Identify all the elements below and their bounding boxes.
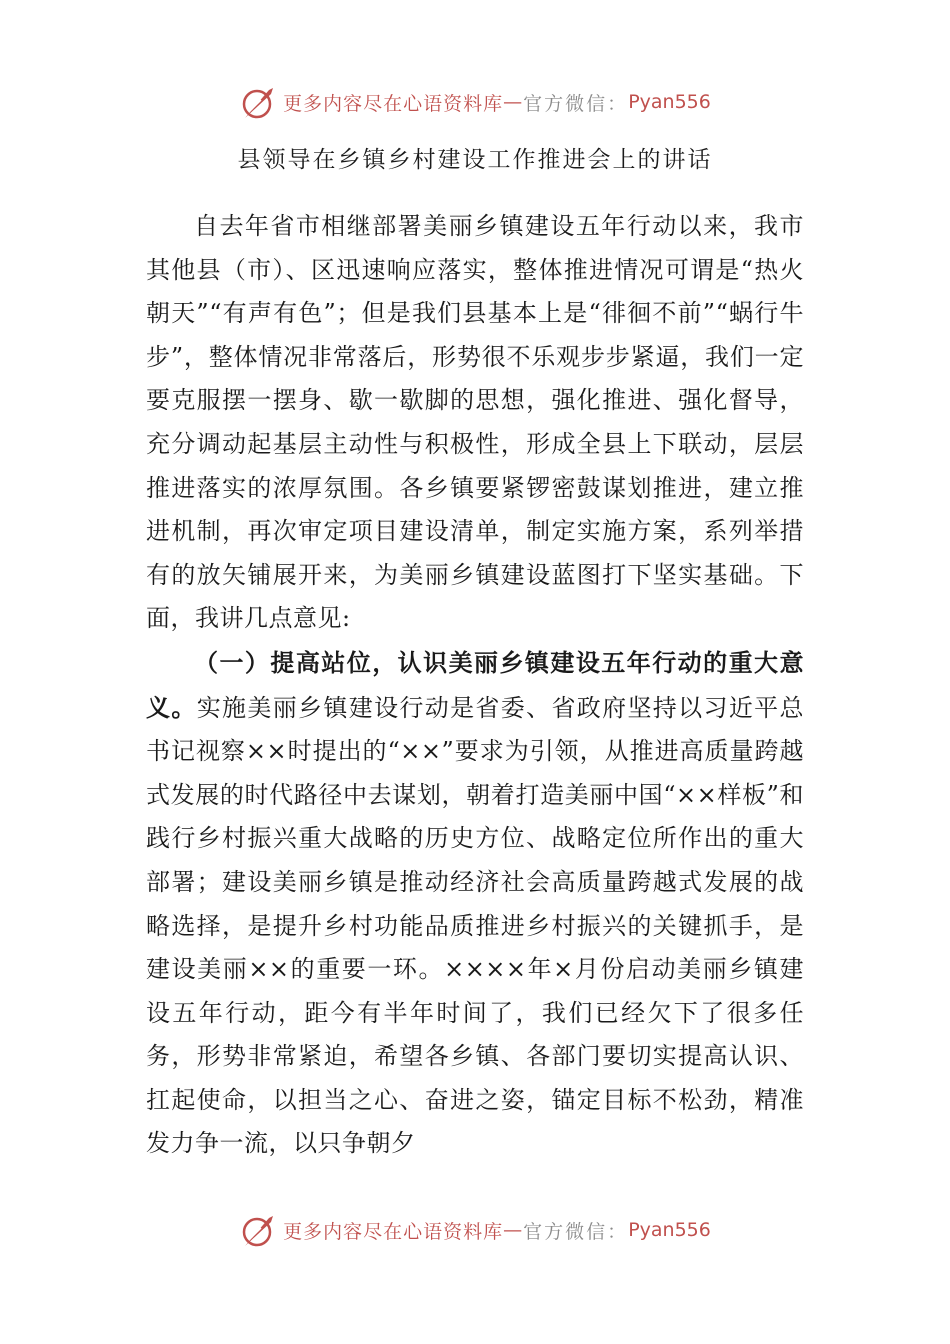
watermark-site-text: 更多内容尽在心语资料库 [283,92,504,115]
watermark-banner-bottom [0,1208,950,1252]
section-1-heading: （一）提高站位，认识美丽乡镇建设五年行动的重大意义。 [146,647,804,722]
watermark-wechat-label: 官方微信： [523,1220,629,1243]
watermark-wechat-id: Pyan556 [628,91,711,113]
section-1-paragraph [146,641,804,1166]
watermark-site-text: 更多内容尽在心语资料库 [283,1220,504,1243]
watermark-wechat-id: Pyan556 [628,1219,711,1241]
document-body [146,205,804,1166]
watermark-wechat-label: 官方微信： [523,92,629,115]
intro-paragraph: 自去年省市相继部署美丽乡镇建设五年行动以来，我市其他县（市）、区迅速响应落实，整体推进情况可谓是“热火朝天”“有声有色”；但是我们县基本上是“徘徊不前”“蜗行牛步”，整体情况非常落后，形势很不乐观步步紧逼，我们一定要克服摆一摆身、歇一歇脚的思想，强化推进、强化督导，充分调动起基层主动性与积极性，形成全县上下联动，层层推进落实的浓厚氛围。各乡镇要紧锣密鼓谋划推进，建立推进机制，再次审定项目建设清单，制定实施方案，系列举措有的放矢铺展开来，为美丽乡镇建设蓝图打下坚实基础。下面，我讲几点意见: [146,212,804,633]
watermark-dash: — [503,1219,524,1241]
section-1-body: 实施美丽乡镇建设行动是省委、省政府坚持以习近平总书记视察××时提出的“××”要求为引领，从推进高质量跨越式发展的时代路径中去谋划，朝着打造美丽中国“××样板”和践行乡村振兴重大战略的历史方位、战略定位所作出的重大部署；建设美丽乡镇是推动经济社会高质量跨越式发展的战略选择，是提升乡村功能品质推进乡村振兴的关键抓手，是建设美丽××的重要一环。××××年×月份启动美丽乡镇建设五年行动，距今有半年时间了，我们已经欠下了很多任务，形势非常紧迫，希望各乡镇、各部门要切实提高认识、扛起使命，以担当之心、奋进之姿，锚定目标不松劲，精准发力争一流，以只争朝夕 [146,693,805,1158]
quill-logo-icon [239,82,279,122]
quill-logo-icon [239,1210,279,1250]
document-title: 县领导在乡镇乡村建设工作推进会上的讲话 [237,147,713,173]
watermark-dash: — [503,91,524,113]
watermark-banner-top [0,80,950,124]
